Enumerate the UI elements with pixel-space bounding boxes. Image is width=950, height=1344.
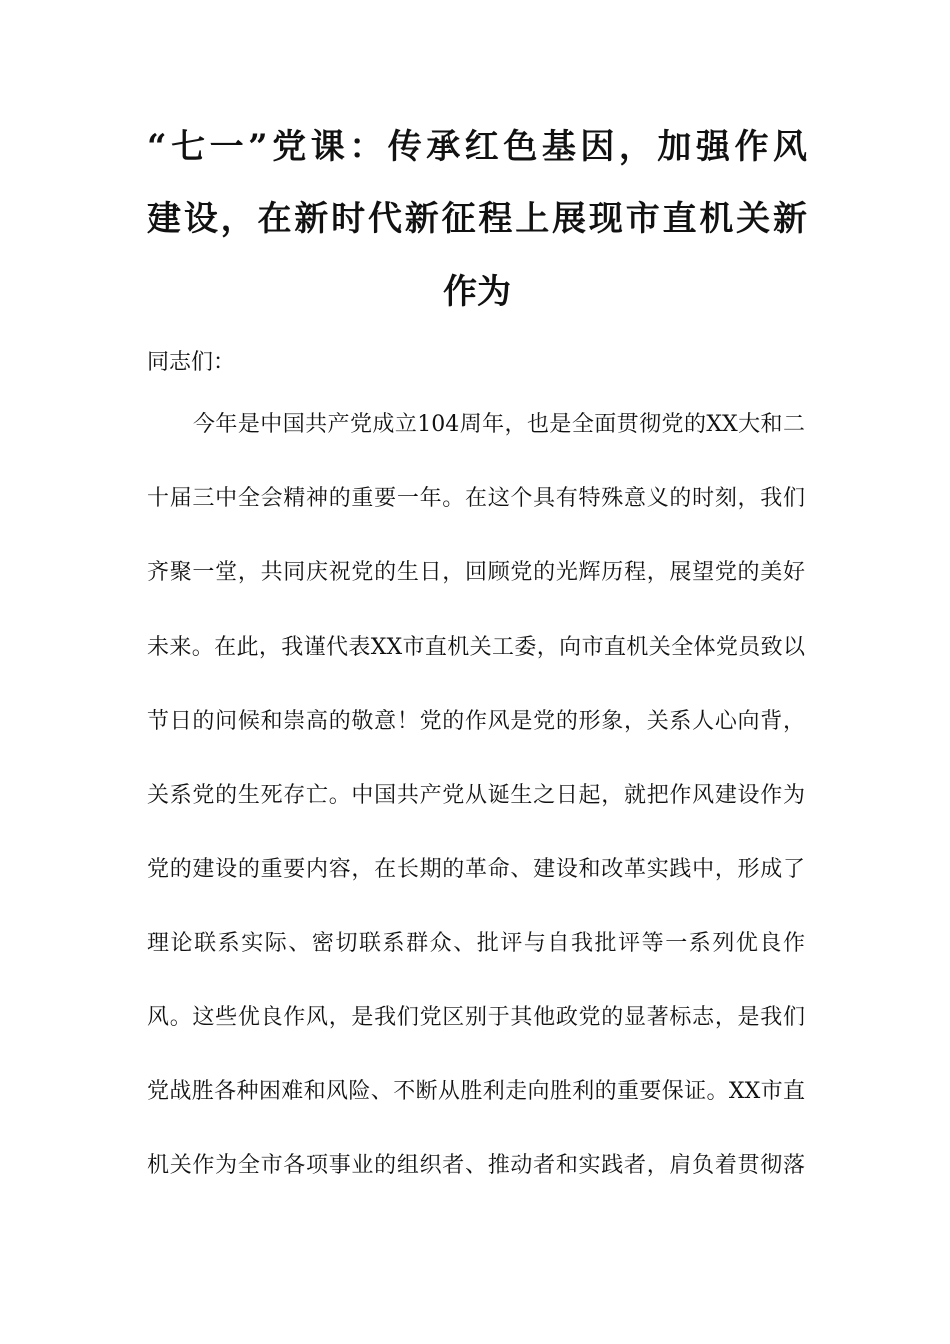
- body-line: 理论联系实际、密切联系群众、批评与自我批评等一系列优良作: [147, 931, 805, 956]
- body-line: 关系党的生死存亡。中国共产党从诞生之日起，就把作风建设作为: [147, 783, 805, 808]
- document-title-line-2: 建设，在新时代新征程上展现市直机关新: [147, 199, 807, 239]
- document-title-line-1: “七一”党课：传承红色基因，加强作风: [147, 127, 807, 167]
- body-line: 未来。在此，我谨代表XX市直机关工委，向市直机关全体党员致以: [147, 635, 805, 660]
- body-line: 风。这些优良作风，是我们党区别于其他政党的显著标志，是我们: [147, 1005, 805, 1030]
- body-line: 今年是中国共产党成立104周年，也是全面贯彻党的XX大和二: [193, 412, 805, 437]
- body-line: 党的建设的重要内容，在长期的革命、建设和改革实践中，形成了: [147, 857, 805, 882]
- body-line: 齐聚一堂，共同庆祝党的生日，回顾党的光辉历程，展望党的美好: [147, 560, 805, 585]
- body-line: 十届三中全会精神的重要一年。在这个具有特殊意义的时刻，我们: [147, 486, 805, 511]
- body-line: 机关作为全市各项事业的组织者、推动者和实践者，肩负着贯彻落: [147, 1153, 805, 1178]
- document-title-line-3: 作为: [443, 272, 511, 312]
- greeting: 同志们：: [147, 350, 236, 375]
- body-line: 党战胜各种困难和风险、不断从胜利走向胜利的重要保证。XX市直: [147, 1079, 805, 1104]
- body-line: 节日的问候和崇高的敬意！党的作风是党的形象，关系人心向背，: [147, 709, 805, 734]
